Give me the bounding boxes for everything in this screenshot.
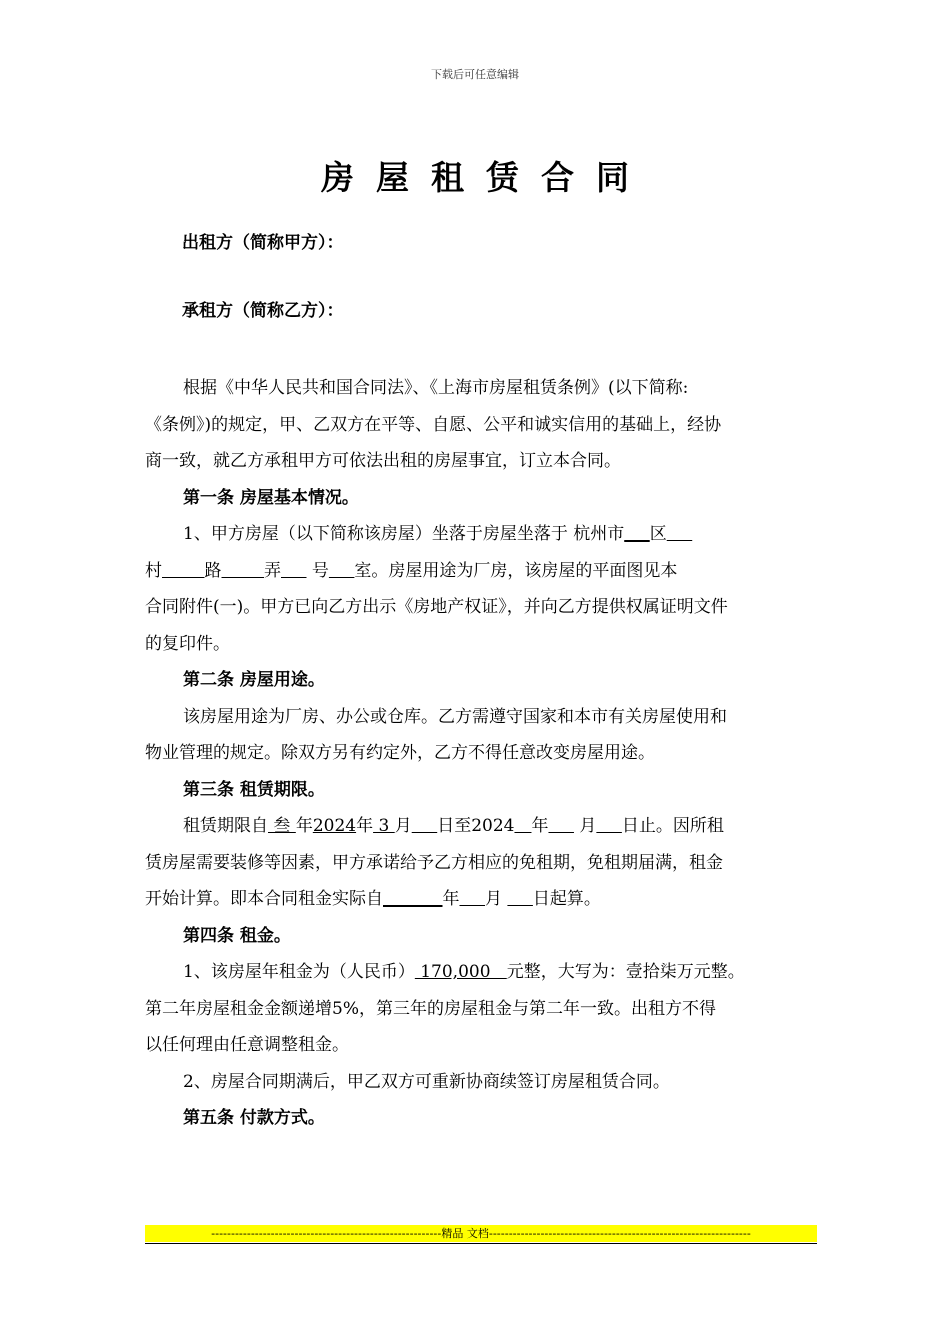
article-line [145, 954, 825, 991]
footer-banner [145, 1225, 817, 1242]
article-line: 2、房屋合同期满后，甲乙双方可重新协商续签订房屋租赁合同。 [183, 1071, 670, 1092]
article-line [145, 881, 825, 918]
article-heading: 第二条 房屋用途。 [183, 670, 325, 690]
blank-end-month [548, 816, 574, 836]
article-text: 年 [531, 816, 549, 836]
blank-rent-year [383, 889, 443, 909]
footer-rule [145, 1243, 817, 1244]
term-years: 叁 [268, 816, 296, 836]
preamble [145, 370, 825, 480]
contract-body [145, 370, 825, 1137]
footer-text: 精品 文档 [441, 1227, 489, 1240]
article-line: 第二年房屋租金金额递增5%，第三年的房屋租金与第二年一致。出租方不得 [145, 998, 716, 1019]
article-text: 年 [356, 816, 374, 836]
article-heading: 第四条 租金。 [183, 925, 291, 946]
article-line: 的复印件。 [145, 633, 230, 654]
annual-rent: 170,000 [414, 962, 507, 982]
article-line: 以任何理由任意调整租金。 [145, 1035, 349, 1055]
blank-number [281, 561, 307, 581]
blank-end-year [514, 816, 531, 836]
blank-rent-day [507, 889, 533, 909]
article-text: 月 [573, 816, 597, 836]
article-text: 元整，大写为：壹拾柒万元整。 [506, 962, 745, 982]
article-text: 1、甲方房屋（以下简称该房屋）坐落于房屋坐落于 杭州市 [183, 524, 625, 544]
blank-start-day [412, 816, 438, 836]
article-heading: 第三条 租赁期限。 [183, 779, 325, 800]
preamble-line: 《条例》)的规定，甲、乙双方在平等、自愿、公平和诚实信用的基础上，经协 [145, 414, 722, 435]
preamble-line: 根据《中华人民共和国合同法》、《上海市房屋租赁条例》(以下简称: [183, 378, 689, 398]
article-text: 月 [394, 816, 412, 836]
article-text: 月 [485, 889, 508, 909]
lessee-label: 承租方（简称乙方）： [182, 301, 344, 321]
article-heading: 第一条 房屋基本情况。 [183, 487, 359, 508]
blank-room [329, 561, 355, 581]
article-text: 号 [306, 560, 329, 581]
blank-rent-month [460, 889, 486, 909]
article-text: 村 [145, 560, 162, 581]
blank-road-name [162, 561, 205, 581]
article-text: 区 [649, 524, 667, 544]
article-line [145, 553, 825, 590]
article-line: 物业管理的规定。除双方另有约定外，乙方不得任意改变房屋用途。 [145, 743, 655, 763]
article-line: 合同附件(一)。甲方已向乙方出示《房地产权证》，并向乙方提供权属证明文件 [145, 597, 728, 617]
article-1 [145, 480, 825, 663]
article-4 [145, 918, 825, 1101]
article-text: 弄 [264, 560, 281, 581]
article-line: 赁房屋需要装修等因素，甲方承诺给予乙方相应的免租期，免租期届满，租金 [145, 852, 723, 873]
article-text: 日至2024 [437, 816, 515, 836]
article-text: 路 [204, 560, 222, 581]
footer-dashes-left: ---------------------------------------------------------- [211, 1227, 442, 1240]
start-month: 3 [373, 816, 395, 836]
footer-dashes-right: ------------------------------------------------------------------ [488, 1227, 751, 1240]
article-text: 租赁期限自 [183, 816, 268, 836]
article-5 [145, 1100, 825, 1137]
article-text: 开始计算。即本合同租金实际自 [145, 889, 383, 909]
article-line: 该房屋用途为厂房、办公或仓库。乙方需遵守国家和本市有关房屋使用和 [183, 706, 727, 727]
article-text: 日止。因所租 [621, 816, 724, 836]
start-year: 2024 [312, 816, 357, 836]
article-text: 年 [295, 816, 313, 836]
document-title: 房屋租赁合同 [321, 158, 651, 197]
blank-end-day [596, 816, 622, 836]
header-note: 下载后可任意编辑 [431, 68, 519, 81]
article-3 [145, 772, 825, 918]
article-text: 日起算。 [532, 889, 601, 909]
lessor-label: 出租方（简称甲方）： [182, 233, 344, 253]
preamble-line: 商一致，就乙方承租甲方可依法出租的房屋事宜，订立本合同。 [145, 451, 621, 471]
blank-lane [222, 561, 265, 581]
article-text: 年 [442, 889, 460, 909]
article-text: 室。房屋用途为厂房，该房屋的平面图见本 [354, 560, 678, 581]
article-line [145, 808, 825, 845]
blank-district [624, 524, 650, 544]
article-2 [145, 662, 825, 772]
blank-village [667, 524, 693, 544]
article-line [145, 516, 825, 553]
article-text: 1、该房屋年租金为（人民币） [183, 962, 415, 982]
article-heading: 第五条 付款方式。 [183, 1108, 325, 1128]
